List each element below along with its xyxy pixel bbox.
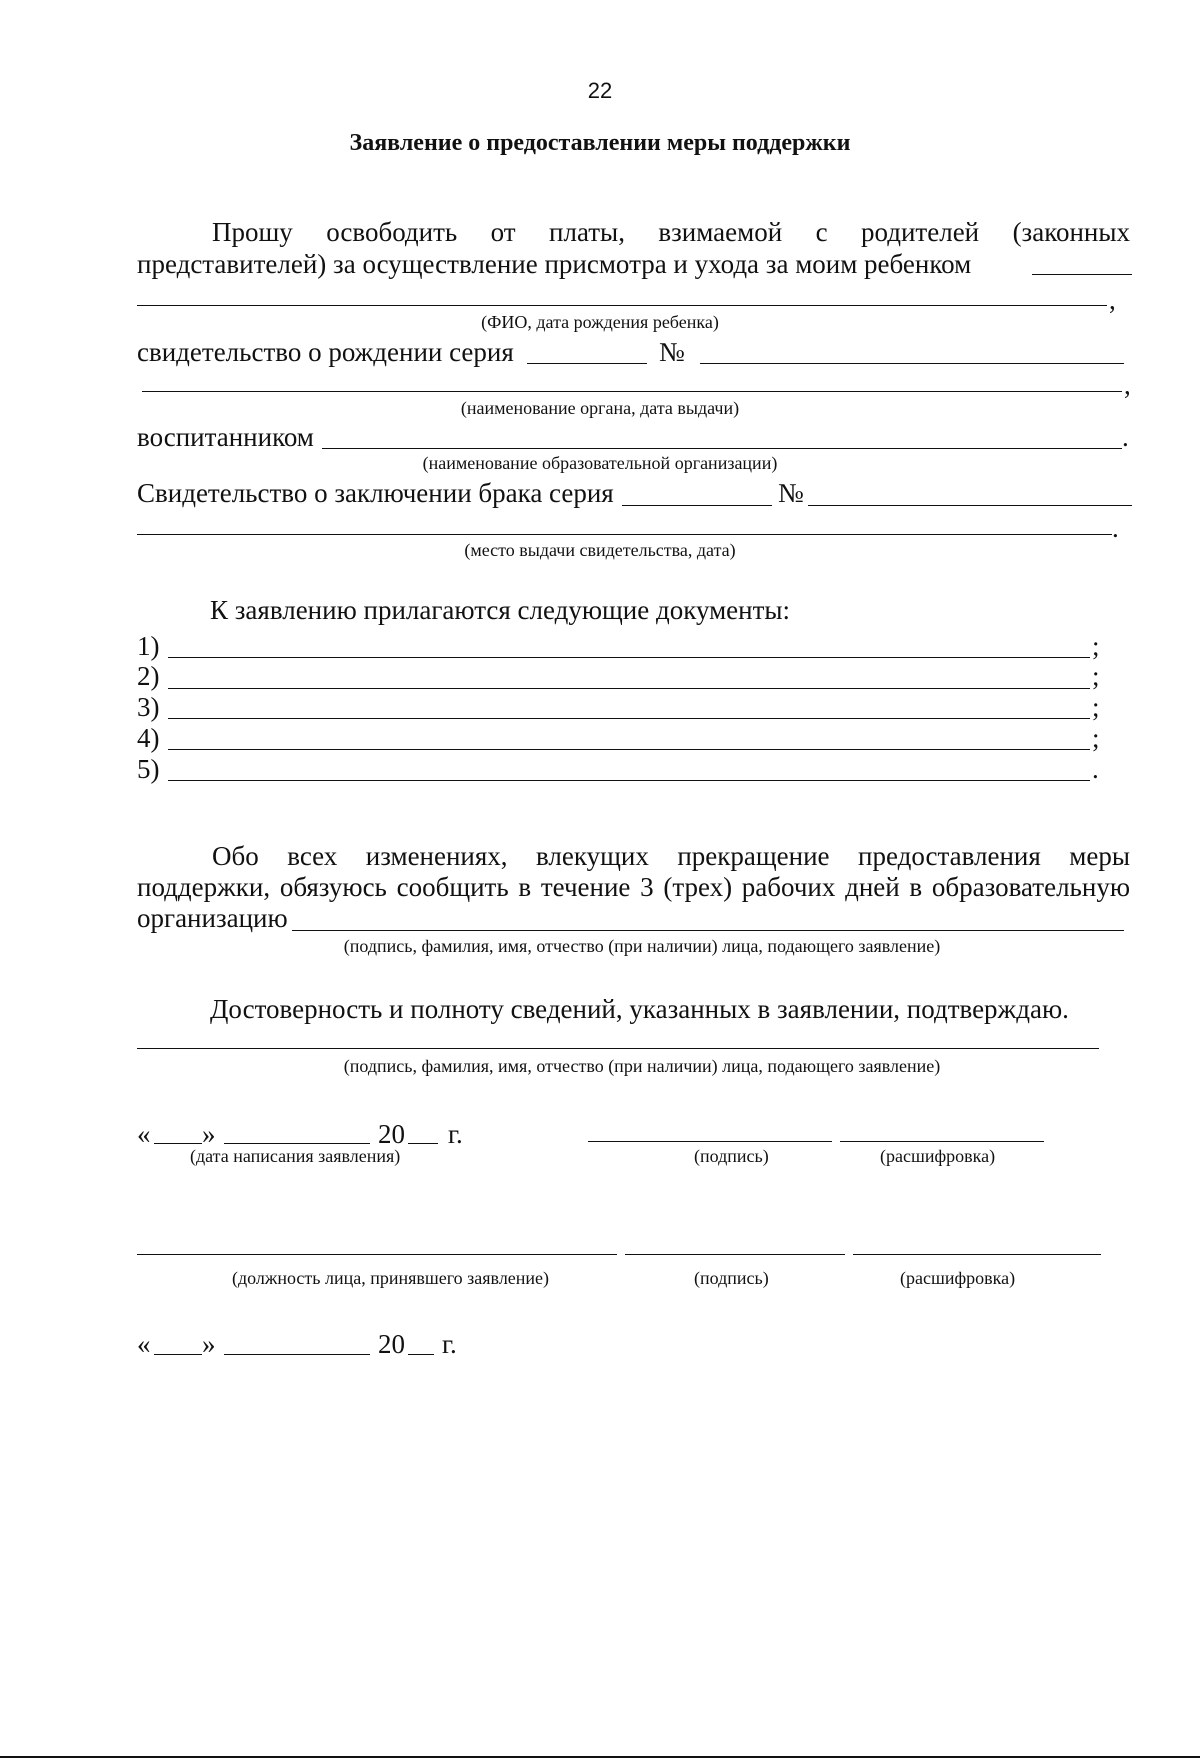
obligation-line-1: Обо всех изменениях, влекущих прекращение предоставления меры bbox=[212, 841, 1130, 871]
marriage-place-field[interactable] bbox=[137, 534, 1112, 535]
attachment-1-field[interactable] bbox=[168, 657, 1090, 658]
receiver-signature-field[interactable] bbox=[625, 1254, 845, 1255]
receiver-date-open-quote: « bbox=[137, 1329, 151, 1359]
request-line-1: Прошу освободить от платы, взимаемой с родителей (законных bbox=[212, 217, 1130, 247]
date-caption: (дата написания заявления) bbox=[190, 1146, 401, 1166]
obligation-line-3: организацию bbox=[137, 903, 288, 933]
receiver-signature-caption: (подпись) bbox=[694, 1268, 769, 1288]
obligation-signature-field[interactable] bbox=[292, 930, 1124, 931]
pupil-org-field[interactable] bbox=[322, 448, 1122, 449]
birth-cert-series-field[interactable] bbox=[527, 363, 647, 364]
attachment-5-number: 5) bbox=[137, 754, 160, 784]
attachment-4-end: ; bbox=[1092, 723, 1100, 753]
attachment-3-end: ; bbox=[1092, 692, 1100, 722]
date-open-quote: « bbox=[137, 1119, 151, 1149]
attachment-3-field[interactable] bbox=[168, 718, 1090, 719]
receiver-date-year-suffix: г. bbox=[442, 1329, 457, 1359]
issuer-field[interactable] bbox=[142, 391, 1122, 392]
receiver-decoding-field[interactable] bbox=[853, 1254, 1101, 1255]
attachment-4-number: 4) bbox=[137, 723, 160, 753]
marriage-cert-series-field[interactable] bbox=[622, 505, 772, 506]
receiver-position-field[interactable] bbox=[137, 1254, 617, 1255]
obligation-line-2: поддержки, обязуюсь сообщить в течение 3 (трех) рабочих дней в образовательную bbox=[137, 872, 1130, 902]
child-caption: (ФИО, дата рождения ребенка) bbox=[481, 312, 719, 332]
marriage-caption: (место выдачи свидетельства, дата) bbox=[464, 540, 736, 560]
confirmation-text: Достоверность и полноту сведений, указанных в заявлении, подтверждаю. bbox=[210, 994, 1069, 1024]
child-name-comma: , bbox=[1109, 285, 1116, 315]
attachments-heading: К заявлению прилагаются следующие документы: bbox=[210, 595, 791, 625]
marriage-cert-label: Свидетельство о заключении брака серия bbox=[137, 478, 614, 508]
org-caption: (наименование образовательной организации) bbox=[422, 453, 778, 473]
attachment-1-end: ; bbox=[1092, 631, 1100, 661]
date-year-field[interactable] bbox=[408, 1143, 438, 1144]
attachment-3-number: 3) bbox=[137, 692, 160, 722]
receiver-date-year-field[interactable] bbox=[408, 1354, 434, 1355]
receiver-date-close-quote: » bbox=[202, 1329, 216, 1359]
receiver-date-month-field[interactable] bbox=[224, 1354, 370, 1355]
date-year-suffix: г. bbox=[448, 1119, 463, 1149]
date-close-quote: » bbox=[202, 1119, 216, 1149]
applicant-decoding-caption: (расшифровка) bbox=[880, 1146, 996, 1166]
receiver-decoding-caption: (расшифровка) bbox=[900, 1268, 1016, 1288]
applicant-decoding-field[interactable] bbox=[840, 1141, 1044, 1142]
obligation-caption: (подпись, фамилия, имя, отчество (при наличии) лица, подающего заявление) bbox=[343, 936, 941, 956]
date-day-field[interactable] bbox=[154, 1143, 202, 1144]
attachment-4-field[interactable] bbox=[168, 749, 1090, 750]
attachment-2-number: 2) bbox=[137, 661, 160, 691]
child-name-field[interactable] bbox=[137, 305, 1107, 306]
attachment-2-field[interactable] bbox=[168, 688, 1090, 689]
receiver-date-year-prefix: 20 bbox=[378, 1329, 405, 1359]
pupil-label: воспитанником bbox=[137, 422, 314, 452]
page-title: Заявление о предоставлении меры поддержки bbox=[349, 130, 851, 156]
request-line-2: представителей) за осуществление присмотра и ухода за моим ребенком bbox=[137, 249, 972, 279]
date-year-prefix: 20 bbox=[378, 1119, 405, 1149]
birth-cert-label: свидетельство о рождении серия bbox=[137, 337, 514, 367]
confirmation-signature-field[interactable] bbox=[137, 1048, 1099, 1049]
attachment-5-end: . bbox=[1092, 754, 1099, 784]
marriage-cert-number-field[interactable] bbox=[808, 505, 1132, 506]
child-name-field-start[interactable] bbox=[1032, 274, 1132, 275]
issuer-comma: , bbox=[1124, 370, 1131, 400]
attachment-5-field[interactable] bbox=[168, 780, 1090, 781]
page-bottom-edge bbox=[0, 1756, 1200, 1758]
attachment-1-number: 1) bbox=[137, 631, 160, 661]
marriage-period: . bbox=[1112, 513, 1119, 543]
pupil-period: . bbox=[1122, 422, 1129, 452]
applicant-signature-caption: (подпись) bbox=[694, 1146, 769, 1166]
date-month-field[interactable] bbox=[224, 1143, 370, 1144]
page-number: 22 bbox=[587, 78, 613, 103]
applicant-signature-field[interactable] bbox=[588, 1141, 832, 1142]
receiver-date-day-field[interactable] bbox=[154, 1354, 202, 1355]
marriage-cert-number-sign: № bbox=[778, 478, 804, 508]
issuer-caption: (наименование органа, дата выдачи) bbox=[460, 398, 740, 418]
confirmation-caption: (подпись, фамилия, имя, отчество (при наличии) лица, подающего заявление) bbox=[343, 1056, 941, 1076]
birth-cert-number-field[interactable] bbox=[700, 363, 1124, 364]
birth-cert-number-sign: № bbox=[659, 337, 685, 367]
receiver-position-caption: (должность лица, принявшего заявление) bbox=[232, 1268, 550, 1288]
attachment-2-end: ; bbox=[1092, 661, 1100, 691]
